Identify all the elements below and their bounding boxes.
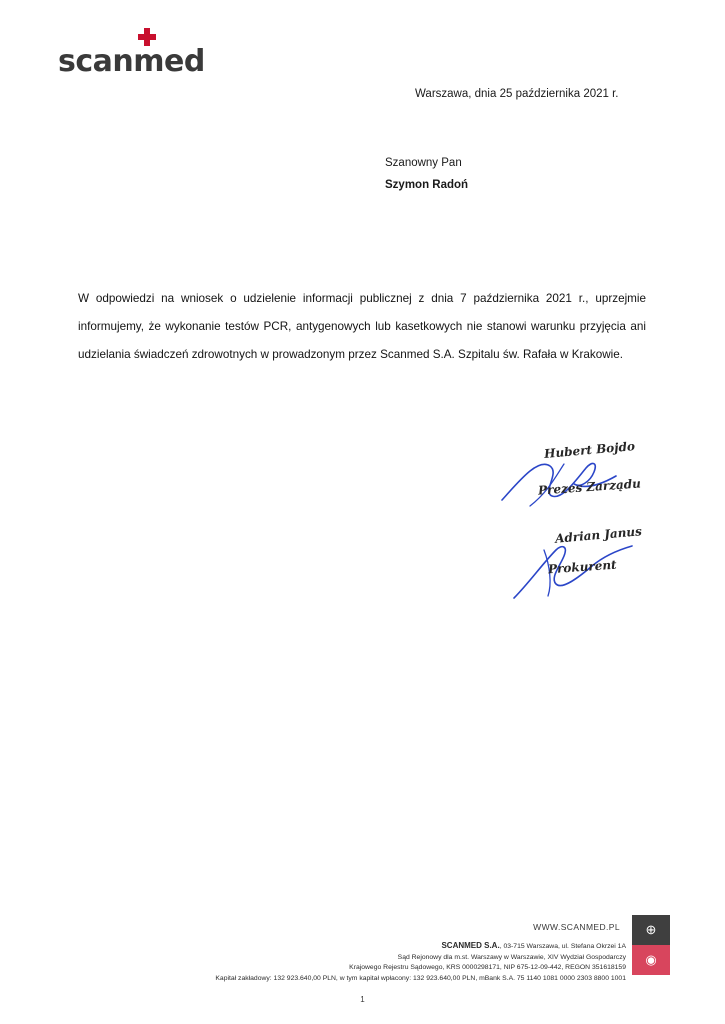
signature-title-1: Prezes Zarządu xyxy=(537,476,642,498)
footer-address-line xyxy=(60,941,626,953)
footer-website: WWW.SCANMED.PL xyxy=(533,922,620,932)
footer-address: , 03-715 Warszawa, ul. Stefana Okrzei 1A xyxy=(499,943,626,950)
footer-company-name: SCANMED S.A. xyxy=(441,941,500,950)
footer-capital-line: Kapitał zakładowy: 132 923.640,00 PLN, w tym kapitał wpłacony: 132 923.640,00 PLN, mBank S.A. 75 1140 1081 0000 2303 8800 1001 xyxy=(215,974,626,982)
scanmed-logo xyxy=(58,28,238,78)
date-line: Warszawa, dnia 25 października 2021 r. xyxy=(415,88,619,100)
addressee-name: Szymon Radoń xyxy=(385,179,469,191)
page-number: 1 xyxy=(360,995,365,1004)
footer-court-line: Sąd Rejonowy dla m.st. Warszawy w Warszawie, XIV Wydział Gospodarczy xyxy=(397,953,626,961)
signature-name-2: Adrian Janus xyxy=(554,524,643,546)
location-pin-icon: ◉ xyxy=(632,945,670,975)
signature-name-1: Hubert Bojdo xyxy=(543,439,636,461)
signature-title-2: Prokurent xyxy=(547,557,618,577)
signature-block-1 xyxy=(490,440,650,520)
logo-wordmark: scanmed xyxy=(58,44,205,79)
globe-icon: ⊕ xyxy=(632,915,670,945)
addressee-block xyxy=(385,152,468,196)
addressee-salutation: Szanowny Pan xyxy=(385,157,462,169)
letter-body: W odpowiedzi na wniosek o udzielenie informacji publicznej z dnia 7 października 2021 r., uprzejmie informujemy, że wykonanie testów PCR, antygenowych lub kasetkowych nie stanowi warunku przyjęcia ani udzielania świadczeń zdrowotnych w prowadzonym przez Scanmed S.A. Szpitalu św. Rafała w Krakowie. xyxy=(78,292,646,361)
footer-icon-group xyxy=(632,915,674,975)
footer-registry-line: Krajowego Rejestru Sądowego, KRS 0000298171, NIP 675-12-09-442, REGON 351618159 xyxy=(349,964,626,971)
signature-block-2 xyxy=(500,524,660,608)
footer-company-details xyxy=(60,941,626,984)
